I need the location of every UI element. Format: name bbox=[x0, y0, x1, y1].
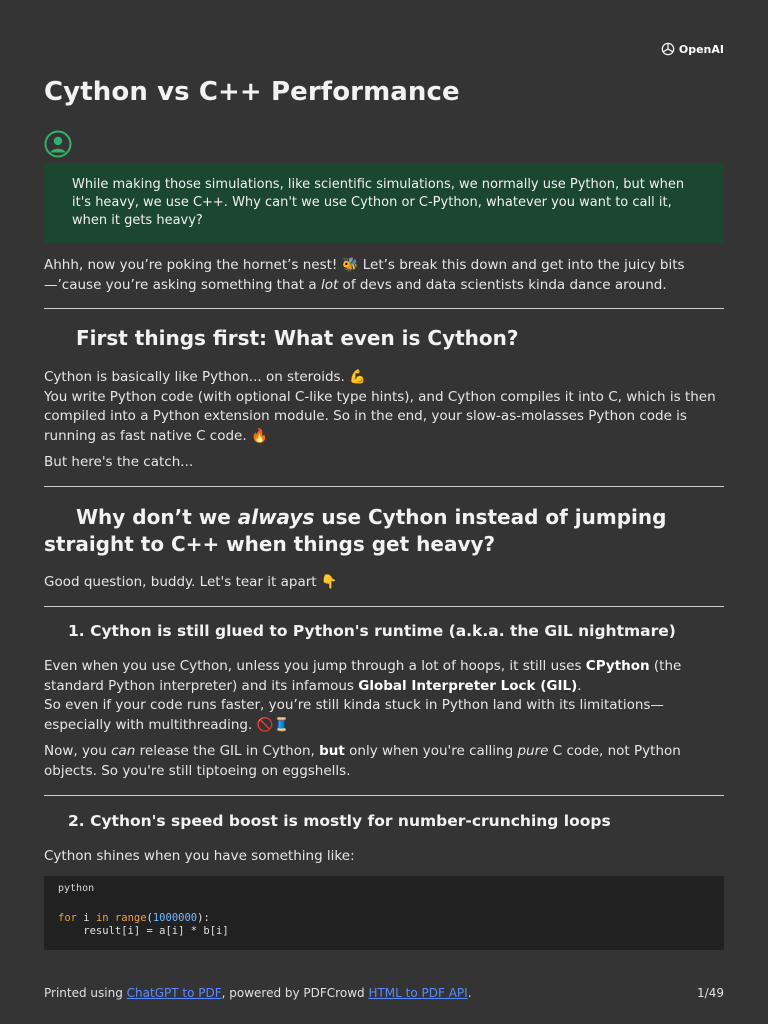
point1-paragraph-1 bbox=[44, 657, 724, 735]
divider bbox=[44, 308, 724, 309]
intro-text-2: of devs and data scientists kinda dance around. bbox=[338, 276, 667, 293]
code-block[interactable] bbox=[44, 876, 724, 950]
heading-text-2: use Cython instead of jumping straight to C++ when things get heavy? bbox=[44, 505, 667, 556]
point1-text-c: (the standard Python interpreter) and its infamous bbox=[44, 658, 682, 694]
intro-emphasis: lot bbox=[320, 276, 339, 293]
footer-prefix: Printed using bbox=[44, 986, 127, 1000]
page-number: 1/49 bbox=[697, 986, 724, 1000]
openai-logo bbox=[660, 41, 724, 57]
point1-text-d: . bbox=[577, 677, 582, 694]
point1-p2-d: C code, not Python objects. So you're still tiptoeing on eggshells. bbox=[44, 743, 681, 779]
user-message bbox=[44, 163, 724, 243]
openai-logo-icon bbox=[660, 41, 676, 57]
section-heading-why-not-cython bbox=[44, 504, 724, 558]
section1-paragraph-2: But here's the catch... bbox=[44, 454, 194, 470]
point1-paragraph-2 bbox=[44, 742, 724, 781]
code-number: 1000000 bbox=[152, 912, 198, 924]
point1-p2-strong: but bbox=[319, 743, 345, 759]
point1-p2-em2: pure bbox=[517, 743, 549, 759]
section1-line2: You write Python code (with optional C-like type hints), and Cython compiles it into C, which is then compiled into a Python extension module. So in the end, your slow-as-molasses Python code is running as fast native C code. 🔥 bbox=[44, 388, 716, 444]
point1-p2-a: Now, you bbox=[44, 743, 112, 759]
page-title: Cython vs C++ Performance bbox=[44, 77, 460, 107]
html-to-pdf-api-link[interactable]: HTML to PDF API bbox=[368, 986, 468, 1000]
point2-heading: 2. Cython's speed boost is mostly for number-crunching loops bbox=[68, 812, 611, 830]
intro-paragraph bbox=[44, 256, 724, 295]
point1-p2-c: only when you're calling bbox=[344, 743, 518, 759]
point1-text-a: Even when you use Cython, unless you jump through a lot of hoops, it still uses bbox=[44, 658, 586, 674]
logo-text: OpenAI bbox=[678, 42, 724, 56]
intro-text-1: Ahhh, now you’re poking the hornet’s nest! 🐝 Let’s break this down and get into the juicy bits—’cause you’re asking something that a bbox=[44, 257, 685, 293]
code-line-1: for i in range(1000000): bbox=[58, 912, 210, 924]
footer-middle: , powered by PDFCrowd bbox=[221, 986, 369, 1000]
divider bbox=[44, 795, 724, 796]
code-keyword-for: for bbox=[58, 912, 77, 924]
section1-paragraph-1 bbox=[44, 368, 724, 446]
code-line-end: ): bbox=[197, 912, 210, 924]
point2-paragraph: Cython shines when you have something like: bbox=[44, 848, 355, 864]
point1-heading: 1. Cython is still glued to Python's runtime (a.k.a. the GIL nightmare) bbox=[68, 622, 676, 640]
section-heading-what-is-cython: First things first: What even is Cython? bbox=[76, 326, 519, 350]
user-avatar-icon bbox=[44, 130, 72, 158]
footer bbox=[44, 986, 724, 1000]
code-line-2: result[i] = a[i] * b[i] bbox=[58, 925, 229, 937]
section1-line1: Cython is basically like Python... on steroids. 💪 bbox=[44, 369, 366, 385]
footer-suffix: . bbox=[467, 986, 472, 1000]
point1-bold-gil: Global Interpreter Lock (GIL) bbox=[358, 677, 578, 694]
point1-line2: So even if your code runs faster, you’re still kinda stuck in Python land with its limitations—especially with multithreading. 🚫🧵 bbox=[44, 697, 664, 733]
section2-paragraph: Good question, buddy. Let's tear it apart 👇 bbox=[44, 574, 338, 590]
point1-bold-cpython: CPython bbox=[585, 658, 650, 674]
user-message-text: While making those simulations, like scientific simulations, we normally use Python, but when it's heavy, we use C++. Why can't we use Cython or C-Python, whatever you want to call it, when it gets heavy? bbox=[72, 177, 685, 228]
code-var: i bbox=[76, 912, 96, 924]
heading-text-1: Why don’t we bbox=[76, 505, 238, 529]
point1-p2-em1: can bbox=[111, 743, 136, 759]
chatgpt-to-pdf-link[interactable]: ChatGPT to PDF bbox=[126, 986, 222, 1000]
code-language-label: python bbox=[58, 883, 95, 894]
heading-emphasis: always bbox=[237, 505, 315, 529]
code-function-range: range bbox=[114, 912, 147, 924]
divider bbox=[44, 486, 724, 487]
point1-p2-b: release the GIL in Cython, bbox=[135, 743, 320, 759]
code-keyword-in: in bbox=[95, 912, 109, 924]
divider bbox=[44, 606, 724, 607]
